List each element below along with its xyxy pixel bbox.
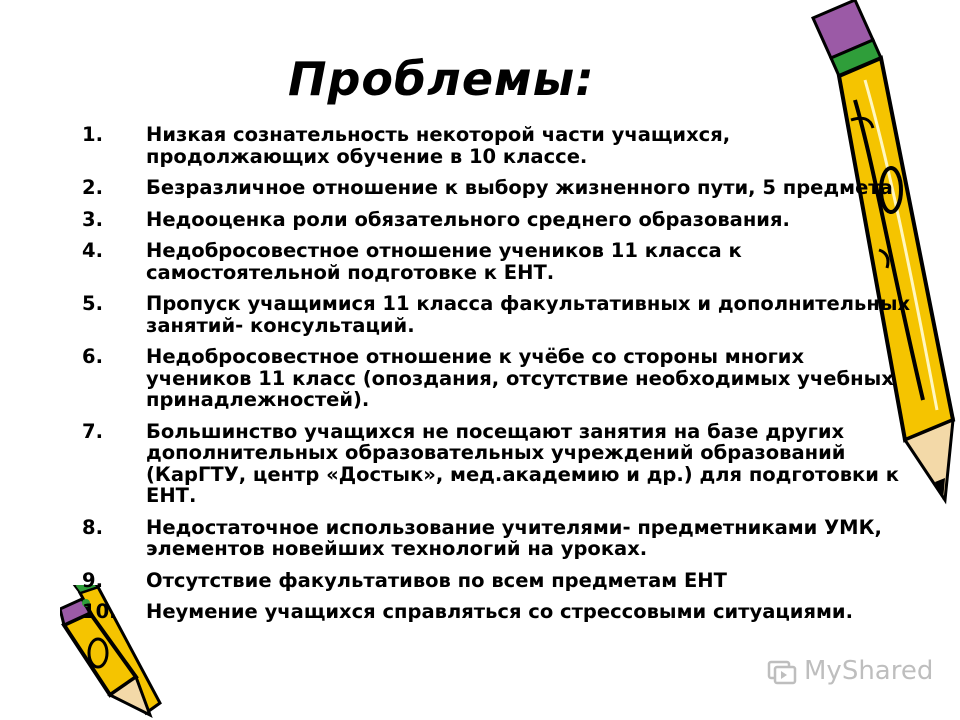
list-item: 5. Пропуск учащимися 11 класса факультативных и дополнительных занятий- консультаций. xyxy=(82,292,911,337)
list-item: 9. Отсутствие факультативов по всем предметам ЕНТ xyxy=(82,568,727,592)
list-item: 1. Низкая сознательность некоторой части учащихся, продолжающих обучение в 10 классе. xyxy=(82,123,731,168)
list-item: 8. Недостаточное использование учителями- предметниками УМК, элементов новейших технологий на уроках. xyxy=(82,515,882,560)
list-item: 7. Большинство учащихся не посещают занятия на базе других дополнительных образовательных учреждений образований (КарГТУ, центр «Достык», мед.академию и др.) для подготовки к ЕНТ. xyxy=(82,419,899,507)
list-item: 10. Неумение учащихся справляться со стрессовыми ситуациями. xyxy=(82,600,853,623)
watermark xyxy=(766,655,933,687)
list-item: 2. Безразличное отношение к выбору жизненного пути, 5 предмета xyxy=(82,176,893,199)
watermark-text: MyShared xyxy=(804,656,934,686)
list-item: 3. Недооценка роли обязательного среднего образования. xyxy=(82,207,790,231)
slide-title: Проблемы: xyxy=(288,52,595,106)
list-item: 6. Недобросовестное отношение к учёбе со стороны многих учеников 11 класс (опоздания, отсутствие необходимых учебных принадлежностей). xyxy=(82,345,894,411)
list-item: 4. Недобросовестное отношение учеников 11 класса к самостоятельной подготовке к ЕНТ. xyxy=(82,239,742,284)
problems-list xyxy=(82,124,912,633)
myshared-logo-icon xyxy=(766,655,798,687)
